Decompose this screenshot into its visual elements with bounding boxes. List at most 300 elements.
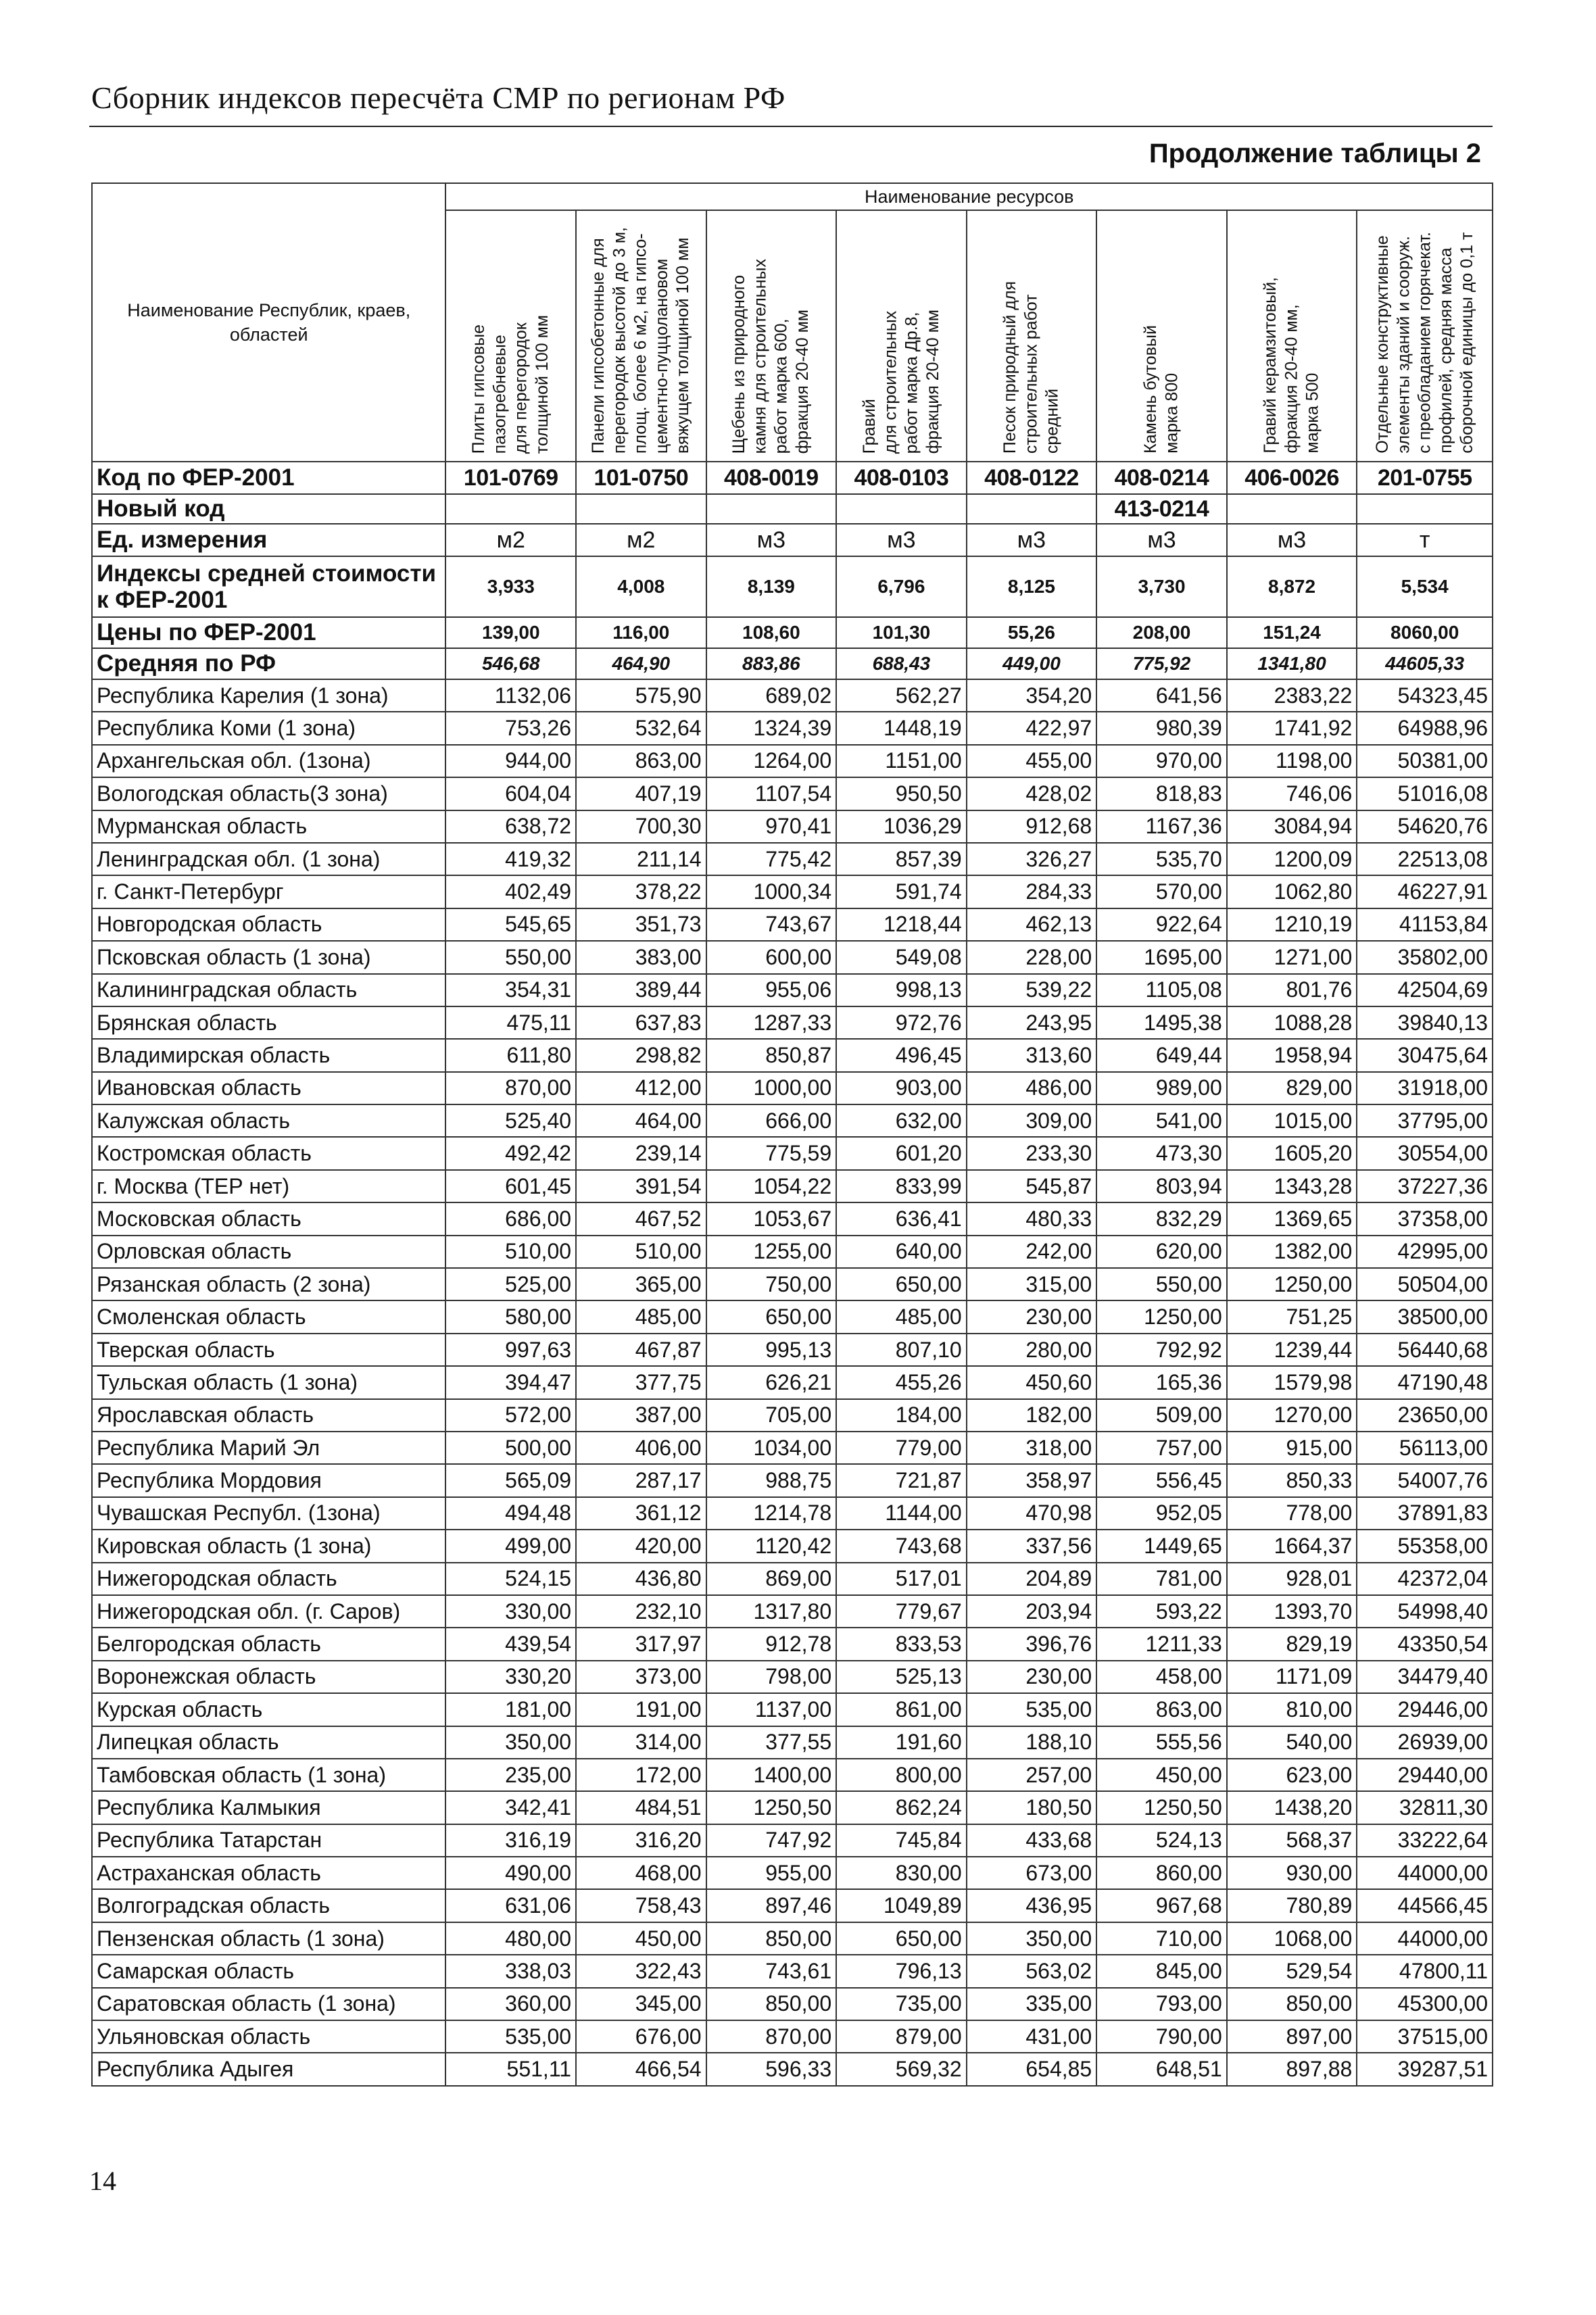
price-cell: 407,19 [576, 777, 706, 810]
price-cell: 563,02 [967, 1955, 1097, 1987]
price-cell: 565,09 [445, 1464, 576, 1496]
price-cell: 810,00 [1227, 1693, 1357, 1726]
region-name: Республика Татарстан [92, 1824, 445, 1857]
resource-title: Песок природный для строительных работ средний [1000, 281, 1062, 454]
price-cell: 458,00 [1096, 1661, 1227, 1693]
cost-index-row-value: 3,730 [1096, 556, 1227, 617]
price-cell: 428,02 [967, 777, 1097, 810]
price-cell: 541,00 [1096, 1104, 1227, 1137]
price-cell: 378,22 [576, 875, 706, 908]
price-cell: 535,00 [445, 2020, 576, 2053]
price-cell: 640,00 [836, 1236, 967, 1268]
price-cell: 879,00 [836, 2020, 967, 2053]
price-cell: 342,41 [445, 1791, 576, 1824]
table-row [92, 745, 1493, 777]
table-row [92, 1824, 1493, 1857]
price-cell: 54007,76 [1357, 1464, 1493, 1496]
price-cell: 335,00 [967, 1988, 1097, 2020]
price-cell: 779,00 [836, 1432, 967, 1464]
price-cell: 1250,00 [1227, 1268, 1357, 1300]
price-cell: 182,00 [967, 1399, 1097, 1432]
price-cell: 467,87 [576, 1334, 706, 1366]
price-cell: 42995,00 [1357, 1236, 1493, 1268]
new-code-row-value [1227, 494, 1357, 524]
price-cell: 930,00 [1227, 1857, 1357, 1889]
fer-price-row-value: 8060,00 [1357, 617, 1493, 648]
price-cell: 1218,44 [836, 908, 967, 941]
price-cell: 45300,00 [1357, 1988, 1493, 2020]
price-cell: 800,00 [836, 1759, 967, 1791]
cost-index-row-value: 5,534 [1357, 556, 1493, 617]
price-cell: 807,10 [836, 1334, 967, 1366]
price-cell: 550,00 [1096, 1268, 1227, 1300]
price-cell: 188,10 [967, 1726, 1097, 1759]
price-cell: 850,00 [706, 1988, 837, 2020]
price-cell: 345,00 [576, 1988, 706, 2020]
price-cell: 1167,36 [1096, 810, 1227, 843]
price-cell: 37227,36 [1357, 1170, 1493, 1202]
price-cell: 1324,39 [706, 712, 837, 744]
price-cell: 532,64 [576, 712, 706, 744]
price-cell: 204,89 [967, 1563, 1097, 1595]
price-cell: 1317,80 [706, 1595, 837, 1628]
price-cell: 860,00 [1096, 1857, 1227, 1889]
price-cell: 517,01 [836, 1563, 967, 1595]
region-name: Мурманская область [92, 810, 445, 843]
price-cell: 42372,04 [1357, 1563, 1493, 1595]
resource-title-cell [836, 210, 967, 462]
resource-title: Гравий для строительных работ марка Др.8, фракция 20-40 мм [859, 309, 942, 454]
price-cell: 1053,67 [706, 1202, 837, 1235]
cost-index-row-value: 8,125 [967, 556, 1097, 617]
price-cell: 383,00 [576, 941, 706, 973]
region-name: Ульяновская область [92, 2020, 445, 2053]
price-cell: 775,59 [706, 1137, 837, 1169]
table-row [92, 974, 1493, 1006]
new-code-row-value [967, 494, 1097, 524]
rf-average-row-value: 775,92 [1096, 648, 1227, 679]
price-cell: 165,36 [1096, 1366, 1227, 1398]
price-cell: 50381,00 [1357, 745, 1493, 777]
region-name: Республика Калмыкия [92, 1791, 445, 1824]
price-cell: 970,00 [1096, 745, 1227, 777]
price-cell: 915,00 [1227, 1432, 1357, 1464]
fer-code-row-value: 101-0750 [576, 462, 706, 494]
cost-index-row-value: 4,008 [576, 556, 706, 617]
price-cell: 468,00 [576, 1857, 706, 1889]
price-cell: 464,00 [576, 1104, 706, 1137]
table-row [92, 2053, 1493, 2085]
header-group-row [92, 183, 1493, 210]
new-code-row-value: 413-0214 [1096, 494, 1227, 524]
price-cell: 569,32 [836, 2053, 967, 2085]
price-cell: 23650,00 [1357, 1399, 1493, 1432]
price-cell: 239,14 [576, 1137, 706, 1169]
table-row [92, 1236, 1493, 1268]
price-cell: 315,00 [967, 1268, 1097, 1300]
price-cell: 29440,00 [1357, 1759, 1493, 1791]
price-cell: 360,00 [445, 1988, 576, 2020]
price-cell: 235,00 [445, 1759, 576, 1791]
price-cell: 318,00 [967, 1432, 1097, 1464]
price-cell: 631,06 [445, 1889, 576, 1922]
price-cell: 1958,94 [1227, 1039, 1357, 1071]
price-cell: 322,43 [576, 1955, 706, 1987]
new-code-row-value [445, 494, 576, 524]
price-cell: 406,00 [576, 1432, 706, 1464]
price-cell: 365,00 [576, 1268, 706, 1300]
region-name: Московская область [92, 1202, 445, 1235]
region-name: г. Санкт-Петербург [92, 875, 445, 908]
table-row [92, 1693, 1493, 1726]
price-cell: 746,06 [1227, 777, 1357, 810]
fer-code-row [92, 462, 1493, 494]
cost-index-row-label: Индексы средней стоимости к ФЕР-2001 [92, 556, 445, 617]
price-cell: 326,27 [967, 843, 1097, 875]
price-cell: 636,41 [836, 1202, 967, 1235]
price-cell: 1105,08 [1096, 974, 1227, 1006]
table-row [92, 1759, 1493, 1791]
region-name: Астраханская область [92, 1857, 445, 1889]
table-row [92, 1202, 1493, 1235]
price-cell: 54323,45 [1357, 679, 1493, 712]
price-cell: 1664,37 [1227, 1530, 1357, 1562]
price-cell: 869,00 [706, 1563, 837, 1595]
price-cell: 600,00 [706, 941, 837, 973]
price-cell: 1015,00 [1227, 1104, 1357, 1137]
region-name: Орловская область [92, 1236, 445, 1268]
price-cell: 47190,48 [1357, 1366, 1493, 1398]
resource-title: Щебень из природного камня для строительных работ марка 600, фракция 20-40 мм [729, 258, 813, 454]
fer-code-row-value: 101-0769 [445, 462, 576, 494]
fer-code-row-value: 408-0122 [967, 462, 1097, 494]
price-cell: 525,13 [836, 1661, 967, 1693]
region-name: Саратовская область (1 зона) [92, 1988, 445, 2020]
price-cell: 37891,83 [1357, 1497, 1493, 1530]
price-cell: 829,19 [1227, 1628, 1357, 1660]
price-cell: 545,65 [445, 908, 576, 941]
cost-index-row [92, 556, 1493, 617]
price-cell: 798,00 [706, 1661, 837, 1693]
price-cell: 389,44 [576, 974, 706, 1006]
price-cell: 1270,00 [1227, 1399, 1357, 1432]
price-cell: 833,99 [836, 1170, 967, 1202]
price-cell: 870,00 [706, 2020, 837, 2053]
table-row [92, 1300, 1493, 1333]
price-cell: 626,21 [706, 1366, 837, 1398]
price-cell: 757,00 [1096, 1432, 1227, 1464]
price-cell: 41153,84 [1357, 908, 1493, 941]
price-cell: 419,32 [445, 843, 576, 875]
price-cell: 1137,00 [706, 1693, 837, 1726]
price-cell: 524,13 [1096, 1824, 1227, 1857]
price-cell: 870,00 [445, 1072, 576, 1104]
region-name: Калужская область [92, 1104, 445, 1137]
price-cell: 575,90 [576, 679, 706, 712]
price-cell: 1287,33 [706, 1006, 837, 1039]
price-cell: 829,00 [1227, 1072, 1357, 1104]
price-cell: 1343,28 [1227, 1170, 1357, 1202]
price-cell: 1211,33 [1096, 1628, 1227, 1660]
price-cell: 641,56 [1096, 679, 1227, 712]
price-cell: 50504,00 [1357, 1268, 1493, 1300]
price-cell: 233,30 [967, 1137, 1097, 1169]
price-cell: 637,83 [576, 1006, 706, 1039]
unit-row-value: м3 [836, 524, 967, 556]
region-name: Брянская область [92, 1006, 445, 1039]
price-cell: 34479,40 [1357, 1661, 1493, 1693]
price-cell: 596,33 [706, 2053, 837, 2085]
price-cell: 436,80 [576, 1563, 706, 1595]
price-cell: 611,80 [445, 1039, 576, 1071]
price-cell: 952,05 [1096, 1497, 1227, 1530]
price-cell: 373,00 [576, 1661, 706, 1693]
price-cell: 1255,00 [706, 1236, 837, 1268]
price-cell: 850,00 [1227, 1988, 1357, 2020]
price-cell: 494,48 [445, 1497, 576, 1530]
price-cell: 912,78 [706, 1628, 837, 1660]
price-cell: 44000,00 [1357, 1922, 1493, 1955]
table-row [92, 777, 1493, 810]
price-cell: 211,14 [576, 843, 706, 875]
price-cell: 396,76 [967, 1628, 1097, 1660]
table-row [92, 1955, 1493, 1987]
price-cell: 1120,42 [706, 1530, 837, 1562]
price-cell: 436,95 [967, 1889, 1097, 1922]
price-cell: 1198,00 [1227, 745, 1357, 777]
price-cell: 39840,13 [1357, 1006, 1493, 1039]
price-cell: 490,00 [445, 1857, 576, 1889]
price-cell: 1250,50 [706, 1791, 837, 1824]
price-cell: 47800,11 [1357, 1955, 1493, 1987]
price-cell: 850,00 [706, 1922, 837, 1955]
table-row [92, 1988, 1493, 2020]
region-name: г. Москва (ТЕР нет) [92, 1170, 445, 1202]
price-cell: 228,00 [967, 941, 1097, 973]
price-cell: 686,00 [445, 1202, 576, 1235]
price-cell: 314,00 [576, 1726, 706, 1759]
table-row [92, 1039, 1493, 1071]
price-cell: 623,00 [1227, 1759, 1357, 1791]
price-cell: 56440,68 [1357, 1334, 1493, 1366]
price-cell: 450,60 [967, 1366, 1097, 1398]
price-cell: 287,17 [576, 1464, 706, 1496]
price-cell: 850,87 [706, 1039, 837, 1071]
price-cell: 184,00 [836, 1399, 967, 1432]
price-cell: 316,19 [445, 1824, 576, 1857]
price-cell: 43350,54 [1357, 1628, 1493, 1660]
price-cell: 439,54 [445, 1628, 576, 1660]
region-name: Республика Коми (1 зона) [92, 712, 445, 744]
price-cell: 735,00 [836, 1988, 967, 2020]
price-cell: 387,00 [576, 1399, 706, 1432]
fer-code-row-value: 201-0755 [1357, 462, 1493, 494]
price-cell: 638,72 [445, 810, 576, 843]
price-cell: 500,00 [445, 1432, 576, 1464]
price-cell: 475,11 [445, 1006, 576, 1039]
price-cell: 525,00 [445, 1268, 576, 1300]
price-cell: 535,70 [1096, 843, 1227, 875]
region-name: Калининградская область [92, 974, 445, 1006]
price-cell: 1382,00 [1227, 1236, 1357, 1268]
price-cell: 31918,00 [1357, 1072, 1493, 1104]
price-cell: 412,00 [576, 1072, 706, 1104]
price-cell: 525,40 [445, 1104, 576, 1137]
price-cell: 330,00 [445, 1595, 576, 1628]
region-name: Кировская область (1 зона) [92, 1530, 445, 1562]
table-row [92, 1464, 1493, 1496]
price-cell: 1579,98 [1227, 1366, 1357, 1398]
price-cell: 758,43 [576, 1889, 706, 1922]
price-cell: 705,00 [706, 1399, 837, 1432]
new-code-row-value [836, 494, 967, 524]
price-cell: 317,97 [576, 1628, 706, 1660]
table-row [92, 1628, 1493, 1660]
price-cell: 591,74 [836, 875, 967, 908]
price-cell: 1239,44 [1227, 1334, 1357, 1366]
resource-title: Панели гипсобетонные для перегородок высотой до 3 м, площ. более 6 м2, на гипсо- цементно-пуццолановом вяжущем толщиной 100 мм [589, 226, 693, 454]
price-cell: 750,00 [706, 1268, 837, 1300]
price-cell: 350,00 [967, 1922, 1097, 1955]
price-cell: 361,12 [576, 1497, 706, 1530]
price-cell: 230,00 [967, 1300, 1097, 1333]
price-cell: 230,00 [967, 1661, 1097, 1693]
price-cell: 180,50 [967, 1791, 1097, 1824]
rf-average-row-value: 1341,80 [1227, 648, 1357, 679]
price-cell: 1393,70 [1227, 1595, 1357, 1628]
price-cell: 593,22 [1096, 1595, 1227, 1628]
price-cell: 377,55 [706, 1726, 837, 1759]
price-cell: 351,73 [576, 908, 706, 941]
price-cell: 467,52 [576, 1202, 706, 1235]
price-cell: 793,00 [1096, 1988, 1227, 2020]
price-cell: 857,39 [836, 843, 967, 875]
price-cell: 420,00 [576, 1530, 706, 1562]
region-name: Рязанская область (2 зона) [92, 1268, 445, 1300]
price-cell: 955,06 [706, 974, 837, 1006]
price-cell: 30475,64 [1357, 1039, 1493, 1071]
cost-index-row-value: 6,796 [836, 556, 967, 617]
price-cell: 37358,00 [1357, 1202, 1493, 1235]
region-name: Тамбовская область (1 зона) [92, 1759, 445, 1791]
price-cell: 654,85 [967, 2053, 1097, 2085]
price-cell: 496,45 [836, 1039, 967, 1071]
price-cell: 191,60 [836, 1726, 967, 1759]
price-cell: 42504,69 [1357, 974, 1493, 1006]
price-cell: 22513,08 [1357, 843, 1493, 875]
price-cell: 484,51 [576, 1791, 706, 1824]
region-name: Тульская область (1 зона) [92, 1366, 445, 1398]
page-number: 14 [89, 2166, 116, 2196]
table-row [92, 1399, 1493, 1432]
price-cell: 377,75 [576, 1366, 706, 1398]
price-cell: 450,00 [1096, 1759, 1227, 1791]
rf-average-row-value: 464,90 [576, 648, 706, 679]
price-cell: 1171,09 [1227, 1661, 1357, 1693]
price-cell: 995,13 [706, 1334, 837, 1366]
price-cell: 338,03 [445, 1955, 576, 1987]
new-code-row-label: Новый код [92, 494, 445, 524]
resource-title-cell [1227, 210, 1357, 462]
price-cell: 55358,00 [1357, 1530, 1493, 1562]
fer-price-row-label: Цены по ФЕР-2001 [92, 617, 445, 648]
price-cell: 710,00 [1096, 1922, 1227, 1955]
region-name: Ярославская область [92, 1399, 445, 1432]
fer-price-row-value: 116,00 [576, 617, 706, 648]
resource-title-cell [967, 210, 1097, 462]
price-cell: 337,56 [967, 1530, 1097, 1562]
price-cell: 1054,22 [706, 1170, 837, 1202]
price-cell: 3084,94 [1227, 810, 1357, 843]
new-code-row [92, 494, 1493, 524]
resource-title-cell [706, 210, 837, 462]
rf-average-row-value: 546,68 [445, 648, 576, 679]
rf-average-row-value: 688,43 [836, 648, 967, 679]
region-name: Самарская область [92, 1955, 445, 1987]
region-name: Псковская область (1 зона) [92, 941, 445, 973]
price-cell: 1000,00 [706, 1072, 837, 1104]
price-cell: 1449,65 [1096, 1530, 1227, 1562]
price-cell: 29446,00 [1357, 1693, 1493, 1726]
price-cell: 44566,45 [1357, 1889, 1493, 1922]
price-cell: 922,64 [1096, 908, 1227, 941]
table-continuation-label: Продолжение таблицы 2 [1148, 139, 1481, 168]
fer-price-row-value: 108,60 [706, 617, 837, 648]
price-cell: 309,00 [967, 1104, 1097, 1137]
index-table [91, 182, 1493, 2087]
price-cell: 551,11 [445, 2053, 576, 2085]
price-cell: 243,95 [967, 1006, 1097, 1039]
price-cell: 535,00 [967, 1693, 1097, 1726]
price-cell: 780,89 [1227, 1889, 1357, 1922]
table-row [92, 908, 1493, 941]
price-cell: 801,76 [1227, 974, 1357, 1006]
rf-average-row-value: 883,86 [706, 648, 837, 679]
table-row [92, 1889, 1493, 1922]
price-cell: 861,00 [836, 1693, 967, 1726]
price-cell: 903,00 [836, 1072, 967, 1104]
price-cell: 863,00 [576, 745, 706, 777]
price-cell: 354,31 [445, 974, 576, 1006]
price-cell: 1695,00 [1096, 941, 1227, 973]
region-name: Ленинградская обл. (1 зона) [92, 843, 445, 875]
price-cell: 470,98 [967, 1497, 1097, 1530]
price-cell: 433,68 [967, 1824, 1097, 1857]
price-cell: 32811,30 [1357, 1791, 1493, 1824]
region-name: Волгоградская область [92, 1889, 445, 1922]
table-row [92, 1072, 1493, 1104]
unit-row-value: м2 [576, 524, 706, 556]
price-cell: 988,75 [706, 1464, 837, 1496]
price-cell: 568,37 [1227, 1824, 1357, 1857]
price-cell: 666,00 [706, 1104, 837, 1137]
price-cell: 650,00 [836, 1922, 967, 1955]
price-cell: 897,00 [1227, 2020, 1357, 2053]
price-cell: 480,00 [445, 1922, 576, 1955]
region-name: Чувашская Республ. (1зона) [92, 1497, 445, 1530]
resource-title: Отдельные конструктивные элементы зданий и сооруж. с преобладанием горячекат. профилей, средняя масса сборочной единицы до 0,1 т [1372, 232, 1476, 454]
table-row [92, 1595, 1493, 1628]
price-cell: 1068,00 [1227, 1922, 1357, 1955]
price-cell: 37515,00 [1357, 2020, 1493, 2053]
resource-title: Плиты гипсовые пазогребневые для перегородок толщиной 100 мм [469, 314, 552, 454]
price-cell: 54620,76 [1357, 810, 1493, 843]
fer-code-row-value: 408-0019 [706, 462, 837, 494]
price-cell: 989,00 [1096, 1072, 1227, 1104]
price-cell: 450,00 [576, 1922, 706, 1955]
table-row [92, 1432, 1493, 1464]
price-cell: 316,20 [576, 1824, 706, 1857]
